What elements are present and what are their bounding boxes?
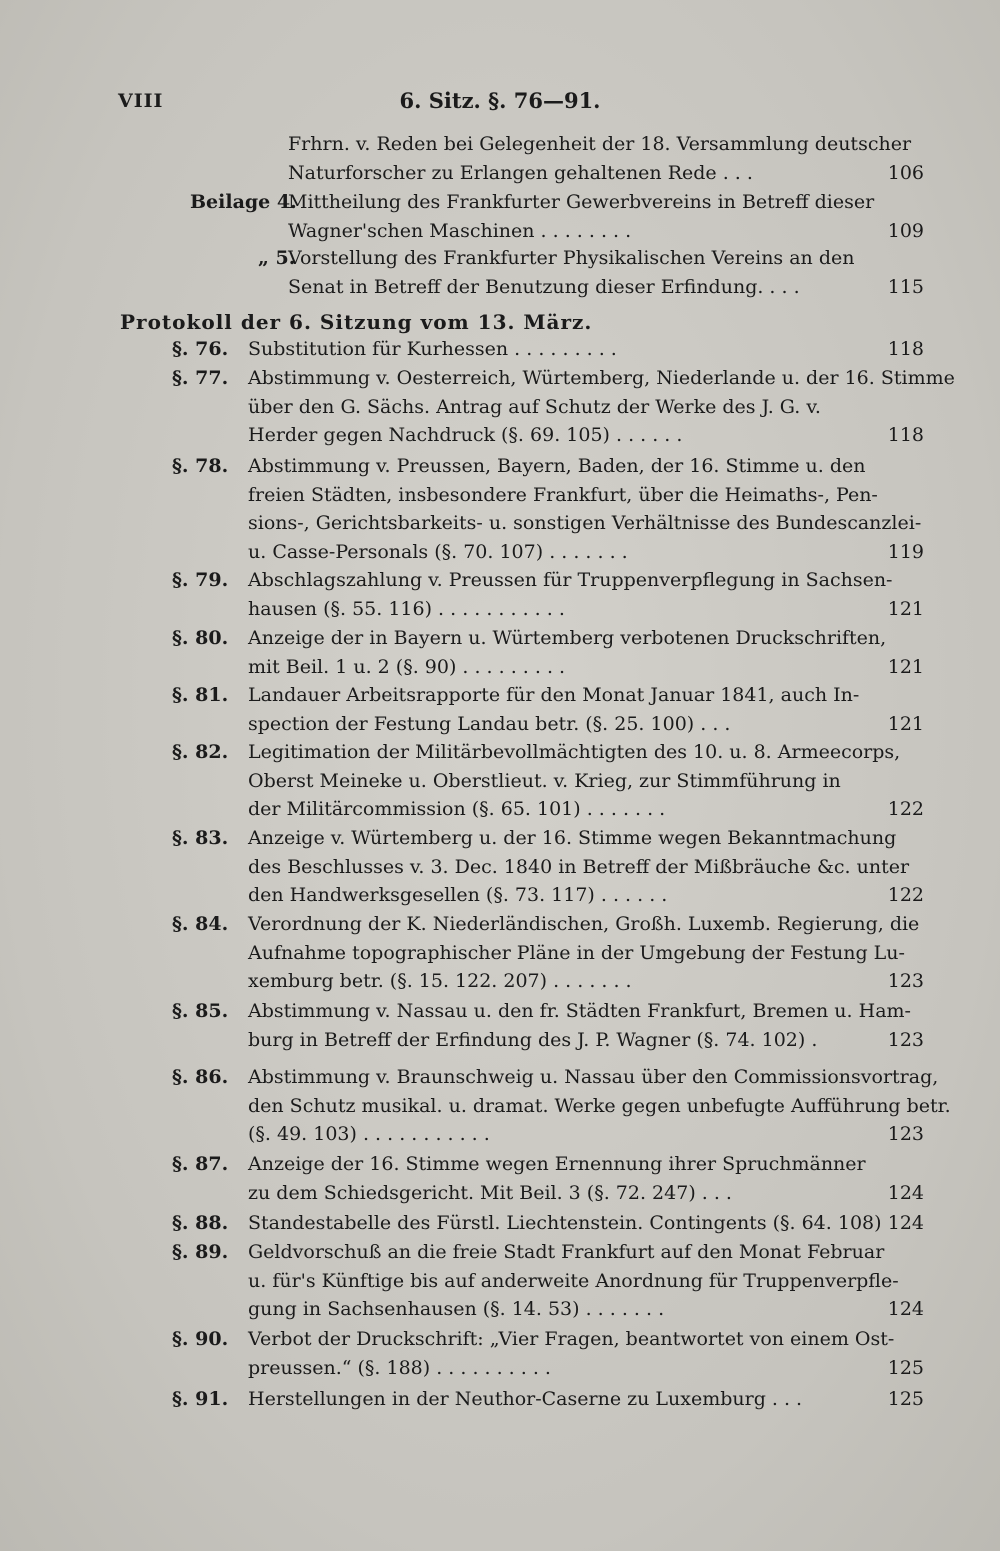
entry-line: Geldvorschuß an die freie Stadt Frankfurt auf den Monat Februar	[248, 1241, 885, 1263]
entry-line: (§. 49. 103) . . . . . . . . . . .	[248, 1123, 490, 1145]
page-number: 124	[887, 1298, 924, 1320]
entry-line: Senat in Betreff der Benutzung dieser Erfindung. . . .	[288, 275, 800, 298]
entry-marker: §. 90.	[172, 1328, 229, 1350]
entry-line: Standestabelle des Fürstl. Liechtenstein. Contingents (§. 64. 108)	[248, 1212, 882, 1234]
entry-line: xemburg betr. (§. 15. 122. 207) . . . . . . .	[248, 970, 632, 992]
entry-marker: §. 89.	[172, 1241, 229, 1263]
entry-line: u. für's Künftige bis auf anderweite Anordnung für Truppenverpfle-	[248, 1269, 899, 1292]
entry-marker: §. 78.	[172, 455, 229, 477]
page-number: 119	[887, 540, 924, 563]
page-number: 124	[887, 1212, 924, 1234]
entry-line: Landauer Arbeitsrapporte für den Monat Januar 1841, auch In-	[248, 684, 860, 706]
entry-line: sions-, Gerichtsbarkeits- u. sonstigen Verhältnisse des Bundescanzlei-	[248, 512, 922, 534]
entry-marker: Beilage 4.	[190, 191, 297, 213]
page-number: 125	[887, 1356, 924, 1379]
entry-line: Abstimmung v. Braunschweig u. Nassau über den Commissionsvortrag,	[248, 1066, 939, 1088]
entry-line: u. Casse-Personals (§. 70. 107) . . . . . . .	[248, 540, 628, 563]
entry-marker: §. 91.	[172, 1388, 229, 1410]
running-header: 6. Sitz. §. 76—91.	[399, 88, 601, 113]
page-number: 123	[887, 1028, 924, 1051]
entry-line: zu dem Schiedsgericht. Mit Beil. 3 (§. 72. 247) . . .	[248, 1181, 732, 1204]
entry-marker: §. 82.	[172, 741, 229, 763]
entry-marker: §. 79.	[172, 569, 229, 591]
entry-line: Abstimmung v. Nassau u. den fr. Städten Frankfurt, Bremen u. Ham-	[248, 1000, 911, 1022]
entry-line: den Schutz musikal. u. dramat. Werke gegen unbefugte Aufführung betr.	[248, 1094, 951, 1117]
page-number: 118	[887, 424, 924, 446]
protokoll-heading: Protokoll der 6. Sitzung vom 13. März.	[120, 310, 593, 334]
entry-line: des Beschlusses v. 3. Dec. 1840 in Betreff der Mißbräuche &c. unter	[248, 855, 910, 878]
page-number: 121	[887, 655, 924, 678]
entry-line: freien Städten, insbesondere Frankfurt, über die Heimaths-, Pen-	[248, 483, 878, 506]
entry-marker: §. 88.	[172, 1212, 229, 1234]
entry-line: Wagner'schen Maschinen . . . . . . . .	[288, 219, 632, 242]
entry-marker: §. 77.	[172, 367, 229, 389]
entry-line: Substitution für Kurhessen . . . . . . . . .	[248, 338, 617, 360]
entry-line: burg in Betreff der Erfindung des J. P. Wagner (§. 74. 102) .	[248, 1028, 818, 1051]
entry-line: Anzeige v. Würtemberg u. der 16. Stimme wegen Bekanntmachung	[248, 827, 897, 849]
page-number: 124	[887, 1181, 924, 1204]
entry-line: hausen (§. 55. 116) . . . . . . . . . . .	[248, 597, 565, 620]
entry-line: der Militärcommission (§. 65. 101) . . . . . . .	[248, 798, 666, 820]
entry-line: Anzeige der in Bayern u. Würtemberg verbotenen Druckschriften,	[248, 627, 887, 649]
entry-line: über den G. Sächs. Antrag auf Schutz der Werke des J. G. v.	[248, 395, 821, 418]
entry-line: Oberst Meineke u. Oberstlieut. v. Krieg, zur Stimmführung in	[248, 769, 841, 792]
folio-number: VIII	[118, 90, 164, 112]
page-number: 122	[887, 884, 924, 906]
entry-line: Herstellungen in der Neuthor-Caserne zu Luxemburg . . .	[248, 1388, 803, 1410]
entry-marker: §. 84.	[172, 913, 229, 935]
page-number: 109	[887, 219, 924, 242]
entry-line: Herder gegen Nachdruck (§. 69. 105) . . . . . .	[248, 424, 683, 446]
entry-line: Naturforscher zu Erlangen gehaltenen Rede . . .	[288, 161, 753, 184]
entry-marker: §. 85.	[172, 1000, 229, 1022]
entry-marker: §. 83.	[172, 827, 229, 849]
page-number: 122	[887, 798, 924, 820]
entry-line: den Handwerksgesellen (§. 73. 117) . . . . . .	[248, 884, 668, 906]
entry-line: mit Beil. 1 u. 2 (§. 90) . . . . . . . . .	[248, 655, 566, 678]
entry-line: Verordnung der K. Niederländischen, Großh. Luxemb. Regierung, die	[248, 913, 920, 935]
page-number: 121	[887, 597, 924, 620]
page-number: 123	[887, 970, 924, 992]
page-number: 106	[887, 161, 924, 184]
entry-marker: §. 80.	[172, 627, 229, 649]
entry-marker: §. 76.	[172, 338, 229, 360]
entry-line: gung in Sachsenhausen (§. 14. 53) . . . . . . .	[248, 1298, 665, 1320]
entry-marker: §. 81.	[172, 684, 229, 706]
page-number: 115	[887, 275, 924, 298]
entry-line: Frhrn. v. Reden bei Gelegenheit der 18. Versammlung deutscher	[288, 133, 912, 155]
entry-line: preussen.“ (§. 188) . . . . . . . . . .	[248, 1356, 551, 1379]
entry-line: spection der Festung Landau betr. (§. 25. 100) . . .	[248, 712, 731, 735]
entry-marker: §. 86.	[172, 1066, 229, 1088]
entry-line: Abschlagszahlung v. Preussen für Truppenverpflegung in Sachsen-	[248, 569, 893, 591]
entry-line: Legitimation der Militärbevollmächtigten des 10. u. 8. Armeecorps,	[248, 741, 901, 763]
entry-line: Aufnahme topographischer Pläne in der Umgebung der Festung Lu-	[248, 941, 905, 964]
entry-line: Verbot der Druckschrift: „Vier Fragen, beantwortet von einem Ost-	[248, 1328, 895, 1350]
entry-line: Abstimmung v. Preussen, Bayern, Baden, der 16. Stimme u. den	[248, 455, 866, 477]
entry-line: Anzeige der 16. Stimme wegen Ernennung ihrer Spruchmänner	[248, 1153, 866, 1175]
page-number: 125	[887, 1388, 924, 1410]
entry-line: Mittheilung des Frankfurter Gewerbvereins in Betreff dieser	[288, 191, 875, 213]
entry-line: Abstimmung v. Oesterreich, Würtemberg, Niederlande u. der 16. Stimme	[248, 367, 955, 389]
entry-marker: „ 5.	[258, 247, 296, 269]
page-number: 118	[887, 338, 924, 360]
entry-marker: §. 87.	[172, 1153, 229, 1175]
page-number: 121	[887, 712, 924, 735]
entry-line: Vorstellung des Frankfurter Physikalischen Vereins an den	[288, 247, 855, 269]
page-number: 123	[887, 1123, 924, 1145]
